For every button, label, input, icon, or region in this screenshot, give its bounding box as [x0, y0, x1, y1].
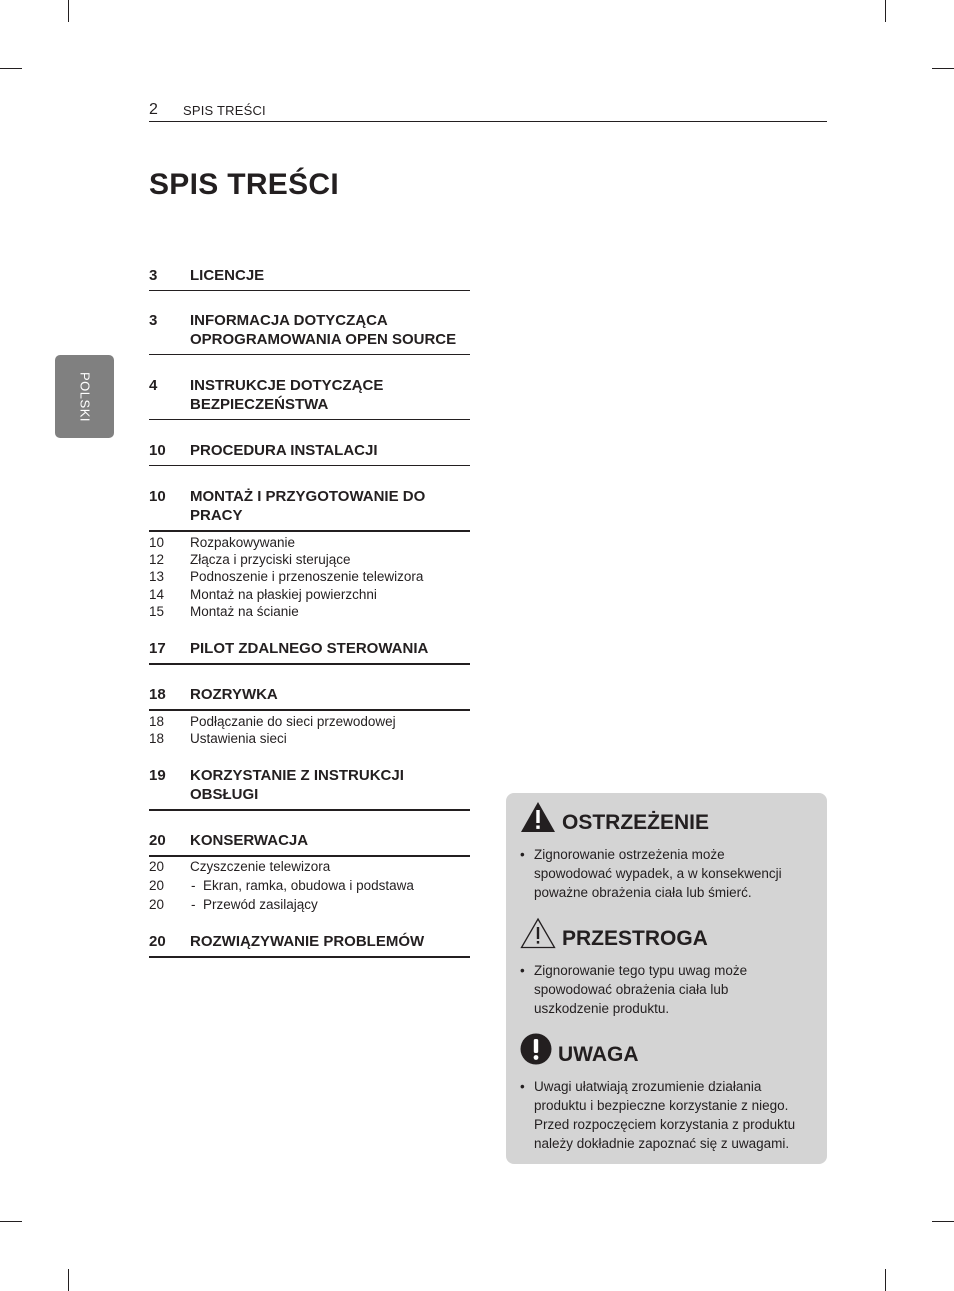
toc-label-line: OBSŁUGI: [190, 786, 259, 803]
toc-entry[interactable]: [149, 685, 470, 711]
notice-line: uszkodzenie produktu.: [534, 1001, 670, 1016]
toc-sub-page: 12: [149, 552, 165, 568]
toc-sub-page: 20: [149, 878, 165, 893]
crop-mark: [0, 68, 22, 69]
notice-line: Uwagi ułatwiają zrozumienie działania: [534, 1079, 762, 1094]
note-exclamation-circle-icon: [520, 1033, 552, 1065]
toc-sub-entry[interactable]: [149, 730, 470, 747]
toc-sub-entry[interactable]: [149, 603, 470, 620]
toc-sub-page: 20: [149, 897, 165, 912]
toc-label-line: MONTAŻ I PRZYGOTOWANIE DO: [190, 488, 426, 505]
toc-sub-entry[interactable]: [149, 713, 470, 730]
toc-label: ROZRYWKA: [190, 686, 278, 703]
notice-bullet: • Zignorowanie ostrzeżenia może spowodować wypadek, a w konsekwencji poważne obrażenia ciała lub śmierć.: [520, 845, 820, 902]
toc-sub-page: 18: [149, 731, 165, 747]
toc-sub-label: Montaż na ścianie: [190, 603, 299, 619]
crop-mark: [885, 0, 886, 22]
toc-sub-entry[interactable]: [149, 896, 470, 915]
toc-label-line: OPROGRAMOWANIA OPEN SOURCE: [190, 331, 457, 348]
crop-mark: [68, 0, 69, 22]
crop-mark: [932, 68, 954, 69]
toc-label: LICENCJE: [190, 267, 265, 284]
toc-entry[interactable]: [149, 311, 470, 355]
toc-sub-entry[interactable]: [149, 551, 470, 568]
toc-entry[interactable]: [149, 376, 470, 420]
toc-sub-label: Rozpakowywanie: [190, 535, 296, 550]
toc-sub-label: Czyszczenie telewizora: [190, 859, 331, 874]
toc-label-line: INSTRUKCJE DOTYCZĄCE: [190, 377, 384, 394]
toc-sub-entry[interactable]: [149, 858, 470, 877]
toc-sub-page: 13: [149, 569, 165, 585]
notice-bullet: • Zignorowanie tego typu uwag może spowodować obrażenia ciała lub uszkodzenie produktu.: [520, 961, 820, 1018]
toc-sub-page: 18: [149, 714, 165, 729]
page-header: [149, 101, 827, 122]
toc-page: 10: [149, 488, 166, 505]
page-title: SPIS TREŚCI: [149, 168, 340, 201]
toc-entry[interactable]: [149, 266, 470, 291]
toc-sub-page: 20: [149, 859, 165, 874]
toc-label: PROCEDURA INSTALACJI: [190, 442, 378, 459]
toc-sub-label: Złącza i przyciski sterujące: [190, 552, 351, 568]
running-head: SPIS TREŚCI: [183, 103, 266, 118]
notice-line: spowodować wypadek, a w konsekwencji: [534, 866, 782, 881]
toc-sub-entry[interactable]: [149, 877, 470, 896]
toc-sub-label: Podłączanie do sieci przewodowej: [190, 714, 396, 729]
toc-page: 10: [149, 442, 166, 459]
toc-sub-list: [149, 534, 470, 620]
crop-mark: [885, 1269, 886, 1291]
toc-sub-list: [149, 713, 470, 747]
toc-page: 3: [149, 267, 158, 284]
toc-page: 19: [149, 767, 166, 784]
toc-page: 18: [149, 686, 166, 703]
notices-box: [506, 793, 827, 1164]
toc-sub-entry[interactable]: [149, 568, 470, 585]
language-tab: [55, 355, 114, 438]
caution-triangle-outline-icon: [520, 917, 556, 949]
page-number: 2: [149, 101, 158, 118]
notice-line: produktu i bezpieczne korzystanie z niego.: [534, 1098, 789, 1113]
toc-entry[interactable]: [149, 831, 470, 857]
toc-label: PILOT ZDALNEGO STEROWANIA: [190, 640, 429, 657]
notice-heading: PRZESTROGA: [562, 927, 708, 950]
notice-caution: [520, 917, 820, 1018]
crop-mark: [68, 1269, 69, 1291]
notice-line: Zignorowanie tego typu uwag może: [534, 963, 748, 978]
language-tab-label: POLSKI: [77, 371, 92, 422]
notice-line: Zignorowanie ostrzeżenia może: [534, 847, 725, 862]
notice-warning: [520, 801, 820, 902]
notice-heading: OSTRZEŻENIE: [562, 811, 710, 834]
crop-mark: [932, 1221, 954, 1222]
toc-sub-page: 15: [149, 603, 165, 619]
warning-triangle-filled-icon: [520, 801, 556, 833]
toc-sub-label: Ustawienia sieci: [190, 731, 287, 747]
toc-sub-page: 14: [149, 586, 165, 602]
toc-entry[interactable]: [149, 932, 470, 958]
toc-page: 4: [149, 377, 158, 394]
toc-entry[interactable]: [149, 441, 470, 466]
toc-label-line: KORZYSTANIE Z INSTRUKCJI: [190, 767, 404, 784]
toc-entry[interactable]: [149, 766, 470, 811]
toc-sub-list: [149, 858, 470, 915]
notice-line: poważne obrażenia ciała lub śmierć.: [534, 885, 752, 900]
notice-line: Przed rozpoczęciem korzystania z produktu: [534, 1117, 796, 1132]
toc-page: 3: [149, 312, 158, 329]
toc-page: 17: [149, 640, 166, 657]
toc-label-line: BEZPIECZEŃSTWA: [190, 396, 329, 413]
toc-sub-label: Podnoszenie i przenoszenie telewizora: [190, 569, 424, 585]
toc-sub-entry[interactable]: [149, 534, 470, 551]
notice-note: [520, 1033, 820, 1153]
toc-label-line: INFORMACJA DOTYCZĄCA: [190, 312, 388, 329]
toc-sub-page: 10: [149, 535, 165, 550]
toc-entry[interactable]: [149, 639, 470, 665]
crop-mark: [0, 1221, 22, 1222]
toc-page: 20: [149, 933, 166, 950]
toc-page: 20: [149, 832, 166, 849]
toc-label: ROZWIĄZYWANIE PROBLEMÓW: [190, 933, 425, 950]
toc-sub-label: Montaż na płaskiej powierzchni: [190, 586, 377, 602]
toc-label-line: PRACY: [190, 507, 243, 524]
notice-heading: UWAGA: [558, 1043, 639, 1066]
notice-line: spowodować obrażenia ciała lub: [534, 982, 729, 997]
toc-entry[interactable]: [149, 487, 470, 532]
notice-line: należy dokładnie zapoznać się z uwagami.: [534, 1136, 790, 1151]
notice-bullet: • Uwagi ułatwiają zrozumienie działania produktu i bezpieczne korzystanie z niego. Przed rozpoczęciem korzystania z produktu należy dokładnie zapoznać się z uwagami.: [520, 1077, 820, 1153]
toc-label: KONSERWACJA: [190, 832, 309, 849]
toc-sub-label: - Przewód zasilający: [191, 897, 318, 912]
toc-sub-entry[interactable]: [149, 586, 470, 603]
toc-sub-label: - Ekran, ramka, obudowa i podstawa: [191, 878, 414, 893]
